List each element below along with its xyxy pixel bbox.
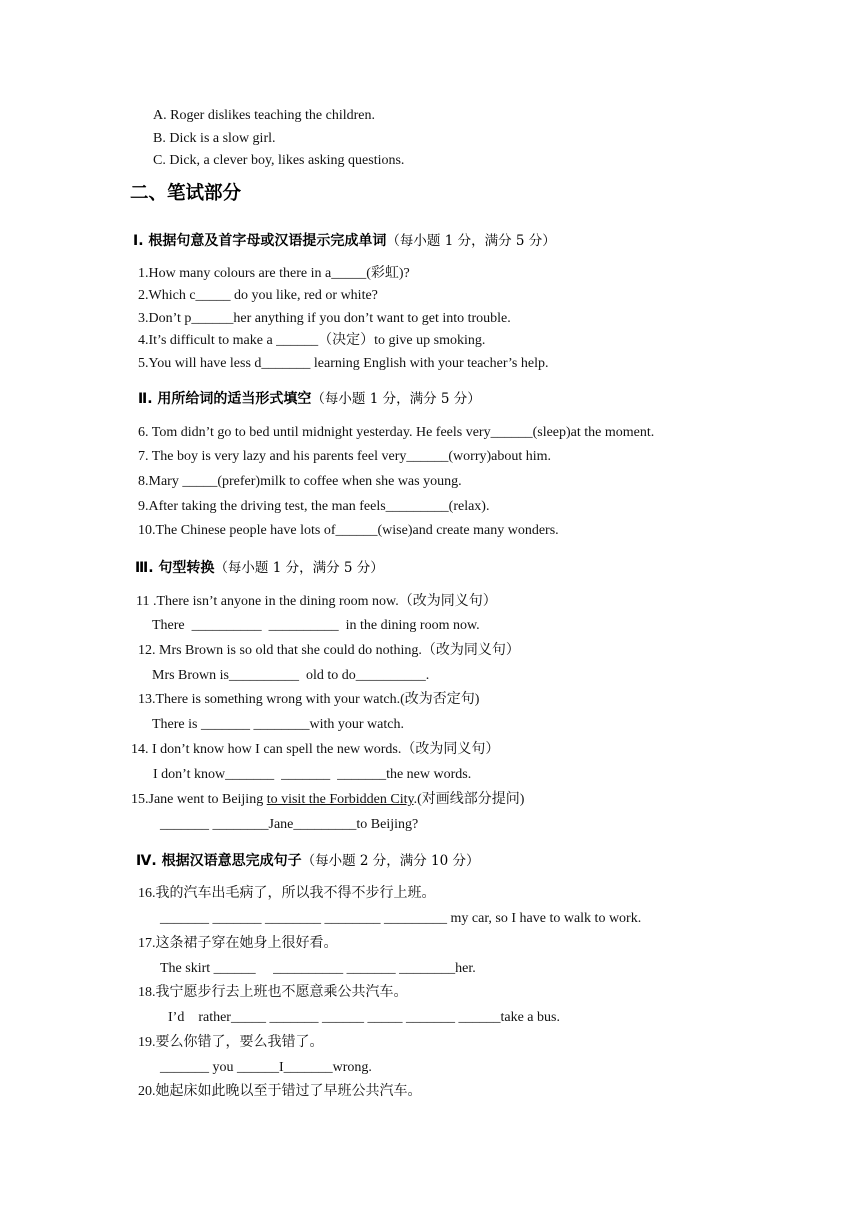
question-16-answer-line: _______ _______ ________ ________ _________ my car, so I have to walk to work. (160, 911, 642, 926)
question-3: 3.Don’t p______her anything if you don’t want to get into trouble. (138, 311, 511, 326)
question-17-answer-line: The skirt ______ __________ _______ ________her. (160, 961, 476, 976)
question-7: 7. The boy is very lazy and his parents feel very______(worry)about him. (138, 449, 552, 464)
section-2-title: Ⅱ. 用所给词的适当形式填空 (138, 391, 312, 407)
section-3-note: （每小题 1 分，满分 5 分） (214, 560, 384, 576)
question-1: 1.How many colours are there in a_____(彩虹)? (138, 266, 410, 281)
question-9: 9.After taking the driving test, the man feels_________(relax). (138, 499, 490, 514)
question-10: 10.The Chinese people have lots of______(wise)and create many wonders. (138, 523, 559, 538)
question-11-answer-line: There __________ __________ in the dining room now. (152, 618, 480, 633)
question-6: 6. Tom didn’t go to bed until midnight yesterday. He feels very______(sleep)at the moment. (138, 425, 655, 440)
option-a: A. Roger dislikes teaching the children. (153, 108, 375, 123)
section-1-heading (133, 232, 556, 250)
question-13-answer-line: There is _______ ________with your watch. (152, 717, 404, 732)
section-4-note: （每小题 2 分，满分 10 分） (301, 853, 480, 869)
question-15-answer-line: _______ ________Jane_________to Beijing? (160, 817, 419, 832)
question-11: 11 .There isn’t anyone in the dining room now.（改为同义句） (136, 594, 497, 609)
question-4: 4.It’s difficult to make a ______（决定）to give up smoking. (138, 333, 486, 348)
question-19: 19.要么你错了，要么我错了。 (138, 1035, 324, 1050)
question-12-answer-line: Mrs Brown is__________ old to do__________. (152, 668, 430, 683)
option-c: C. Dick, a clever boy, likes asking questions. (153, 153, 405, 168)
question-14-answer-line: I don’t know_______ _______ _______the new words. (153, 767, 472, 782)
section-3-heading (135, 559, 384, 577)
section-4-heading (136, 852, 480, 870)
question-20: 20.她起床如此晚以至于错过了早班公共汽车。 (138, 1084, 422, 1099)
question-15-underlined: to visit the Forbidden City (266, 792, 414, 807)
section-2-note: （每小题 1 分，满分 5 分） (311, 391, 481, 407)
question-19-answer-line: _______ you ______I_______wrong. (160, 1060, 372, 1075)
part2-heading: 二、笔试部分 (130, 183, 242, 204)
section-3-title: Ⅲ. 句型转换 (135, 560, 215, 576)
question-5: 5.You will have less d_______ learning English with your teacher’s help. (138, 356, 549, 371)
section-1-title: Ⅰ. 根据句意及首字母或汉语提示完成单词 (133, 233, 387, 249)
question-12: 12. Mrs Brown is so old that she could do nothing.（改为同义句） (138, 643, 520, 658)
section-4-title: Ⅳ. 根据汉语意思完成句子 (136, 853, 302, 869)
question-15-end: .(对画线部分提问) (413, 792, 525, 807)
section-2-heading (138, 390, 481, 408)
option-b: B. Dick is a slow girl. (153, 131, 276, 146)
question-18: 18.我宁愿步行去上班也不愿意乘公共汽车。 (138, 985, 408, 1000)
question-17: 17.这条裙子穿在她身上很好看。 (138, 936, 338, 951)
question-2: 2.Which c_____ do you like, red or white? (138, 288, 378, 303)
question-15-start: 15.Jane went to Beijing (131, 792, 267, 807)
question-16: 16.我的汽车出毛病了，所以我不得不步行上班。 (138, 886, 436, 901)
question-14: 14. I don’t know how I can spell the new words.（改为同义句） (131, 742, 500, 757)
question-8: 8.Mary _____(prefer)milk to coffee when she was young. (138, 474, 462, 489)
question-15 (131, 791, 524, 809)
question-13: 13.There is something wrong with your watch.(改为否定句) (138, 692, 480, 707)
section-1-note: （每小题 1 分，满分 5 分） (386, 233, 556, 249)
question-18-answer-line: I’d rather_____ _______ ______ _____ _______ ______take a bus. (168, 1010, 560, 1025)
